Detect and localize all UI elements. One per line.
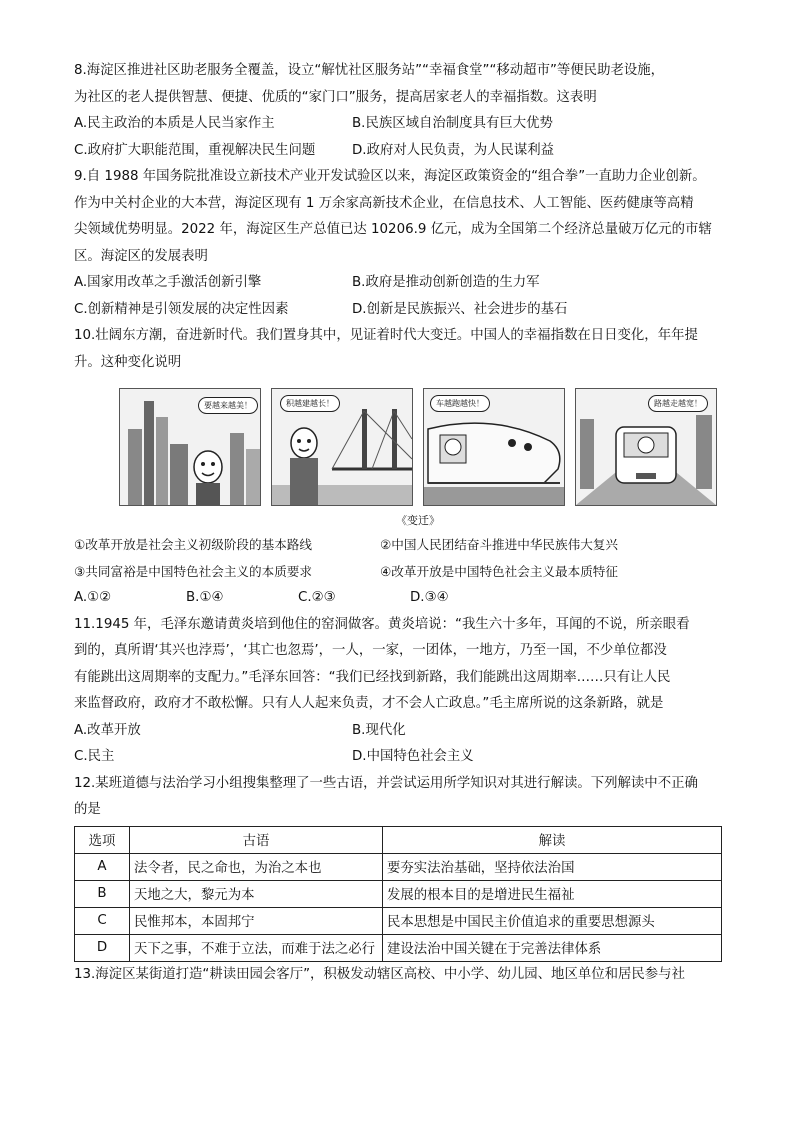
question-10 bbox=[74, 323, 734, 612]
speech-bubble-4: 路越走越宽！ bbox=[648, 395, 708, 412]
q12-stem-line-1: 12.某班道德与法治学习小组搜集整理了一些古语，并尝试运用所学知识对其进行解读。下列解读中不正确 bbox=[74, 775, 698, 791]
table-header-option: 选项 bbox=[75, 826, 130, 853]
q9-stem-line-2: 作为中关村企业的大本营，海淀区现有 1 万余家高新技术企业，在信息技术、人工智能、医药健康等高精 bbox=[74, 195, 694, 211]
question-11 bbox=[74, 612, 734, 771]
q8-options-row-2 bbox=[74, 138, 734, 165]
q13-stem-line-1: 13.海淀区某街道打造“耕读田园会客厅”，积极发动辖区高校、中小学、幼儿园、地区单位和居民参与社 bbox=[74, 966, 685, 982]
q9-option-b: B.政府是推动创新创造的生力军 bbox=[352, 275, 540, 290]
exam-page bbox=[74, 58, 734, 988]
q8-option-b: B.民族区域自治制度具有巨大优势 bbox=[352, 116, 553, 131]
table-cell-quote: 法令者，民之命也，为治之本也 bbox=[130, 853, 383, 880]
table-cell-quote: 天下之事，不难于立法，而难于法之必行 bbox=[130, 934, 383, 961]
cartoon-panel-city bbox=[119, 388, 261, 506]
q11-options-row-2 bbox=[74, 744, 734, 771]
q11-stem-line-4: 来监督政府，政府才不敢松懈。只有人人起来负责，才不会人亡政息。”毛主席所说的这条新路，就是 bbox=[74, 696, 664, 711]
q11-stem-line-1: 11.1945 年，毛泽东邀请黄炎培到他住的窑洞做客。黄炎培说：“我生六十多年，耳闻的不说，所亲眼看 bbox=[74, 616, 690, 632]
q10-statements-row-1 bbox=[74, 532, 734, 559]
q10-stem-line-2: 升。这种变化说明 bbox=[74, 354, 182, 370]
table-header-interpretation: 解读 bbox=[383, 826, 722, 853]
speech-bubble-3: 车越跑越快！ bbox=[430, 395, 490, 412]
q11-stem-line-3: 有能跳出这周期率的支配力。”毛泽东回答：“我们已经找到新路，我们能跳出这周期率……只有让人民 bbox=[74, 669, 671, 685]
cartoon-panel-car bbox=[575, 388, 717, 506]
q10-option-d: D.③④ bbox=[410, 590, 449, 605]
q9-option-c: C.创新精神是引领发展的决定性因素 bbox=[74, 301, 289, 317]
q10-options-row bbox=[74, 585, 734, 612]
q9-stem-line-3: 尖领域优势明显。2022 年，海淀区生产总值已达 10206.9 亿元，成为全国第二个经济总量破万亿元的市辖 bbox=[74, 222, 712, 237]
q10-statement-2: ②中国人民团结奋斗推进中华民族伟大复兴 bbox=[380, 537, 618, 552]
q10-statement-4: ④改革开放是中国特色社会主义最本质特征 bbox=[380, 563, 618, 579]
table-row bbox=[75, 880, 722, 907]
q9-options-row-2 bbox=[74, 297, 734, 324]
q10-option-c: C.②③ bbox=[298, 590, 336, 605]
q11-option-d: D.中国特色社会主义 bbox=[352, 749, 474, 764]
cartoon-panel-bridge bbox=[271, 388, 413, 506]
speech-bubble-2: 积越建越长！ bbox=[280, 395, 340, 412]
q9-option-a: A.国家用改革之手激活创新引擎 bbox=[74, 275, 262, 290]
table-cell-interpretation: 要夯实法治基础，坚持依法治国 bbox=[383, 853, 722, 880]
speech-bubble-1: 要越来越美！ bbox=[198, 397, 258, 414]
q9-stem-line-4: 区。海淀区的发展表明 bbox=[74, 248, 208, 264]
q12-table bbox=[74, 826, 722, 962]
table-header-row bbox=[75, 826, 722, 853]
q12-stem-line-2: 的是 bbox=[74, 802, 101, 817]
table-row bbox=[75, 934, 722, 961]
q11-stem-line-2: 到的，真所谓‘其兴也浡焉’，‘其亡也忽焉’，一人，一家，一团体，一地方，乃至一国，不少单位都没 bbox=[74, 643, 667, 658]
q11-option-b: B.现代化 bbox=[352, 722, 406, 738]
cartoon-caption: 《变迁》 bbox=[396, 514, 440, 527]
table-cell-option: D bbox=[75, 934, 130, 961]
cartoon-panel-train bbox=[423, 388, 565, 506]
table-cell-quote: 天地之大，黎元为本 bbox=[130, 880, 383, 907]
q10-option-a: A.①② bbox=[74, 590, 112, 605]
table-cell-interpretation: 民本思想是中国民主价值追求的重要思想源头 bbox=[383, 907, 722, 934]
question-13 bbox=[74, 962, 734, 989]
q11-option-a: A.改革开放 bbox=[74, 722, 141, 738]
q10-statement-1: ①改革开放是社会主义初级阶段的基本路线 bbox=[74, 537, 312, 552]
cartoon-strip bbox=[102, 388, 734, 506]
q9-options-row-1 bbox=[74, 270, 734, 297]
q11-options-row-1 bbox=[74, 718, 734, 745]
q8-stem-line-2: 为社区的老人提供智慧、便捷、优质的“家门口”服务，提高居家老人的幸福指数。这表明 bbox=[74, 89, 597, 105]
table-cell-interpretation: 建设法治中国关键在于完善法律体系 bbox=[383, 934, 722, 961]
q8-stem-line-1: 8.海淀区推进社区助老服务全覆盖，设立“解忧社区服务站”“幸福食堂”“移动超市”等便民助老设施， bbox=[74, 63, 665, 78]
table-cell-quote: 民惟邦本，本固邦宁 bbox=[130, 907, 383, 934]
q9-stem-line-1: 9.自 1988 年国务院批准设立新技术产业开发试验区以来，海淀区政策资金的“组合拳”一直助力企业创新。 bbox=[74, 169, 706, 184]
q8-option-d: D.政府对人民负责，为人民谋利益 bbox=[352, 142, 555, 158]
table-cell-option: B bbox=[75, 880, 130, 907]
table-header-quote: 古语 bbox=[130, 826, 383, 853]
table-cell-option: A bbox=[75, 853, 130, 880]
q8-option-c: C.政府扩大职能范围，重视解决民生问题 bbox=[74, 142, 316, 158]
q10-statement-3: ③共同富裕是中国特色社会主义的本质要求 bbox=[74, 563, 312, 579]
q9-option-d: D.创新是民族振兴、社会进步的基石 bbox=[352, 301, 568, 317]
q10-statements-row-2 bbox=[74, 559, 734, 586]
q11-option-c: C.民主 bbox=[74, 749, 115, 764]
q8-options-row-1 bbox=[74, 111, 734, 138]
table-row bbox=[75, 907, 722, 934]
table-cell-option: C bbox=[75, 907, 130, 934]
q10-stem-line-1: 10.壮阔东方潮，奋进新时代。我们置身其中，见证着时代大变迁。中国人的幸福指数在日日变化，年年提 bbox=[74, 328, 698, 343]
q8-option-a: A.民主政治的本质是人民当家作主 bbox=[74, 116, 275, 131]
table-row bbox=[75, 853, 722, 880]
q10-option-b: B.①④ bbox=[186, 590, 224, 605]
question-9 bbox=[74, 164, 734, 323]
question-12 bbox=[74, 771, 734, 962]
question-8 bbox=[74, 58, 734, 164]
table-cell-interpretation: 发展的根本目的是增进民生福祉 bbox=[383, 880, 722, 907]
